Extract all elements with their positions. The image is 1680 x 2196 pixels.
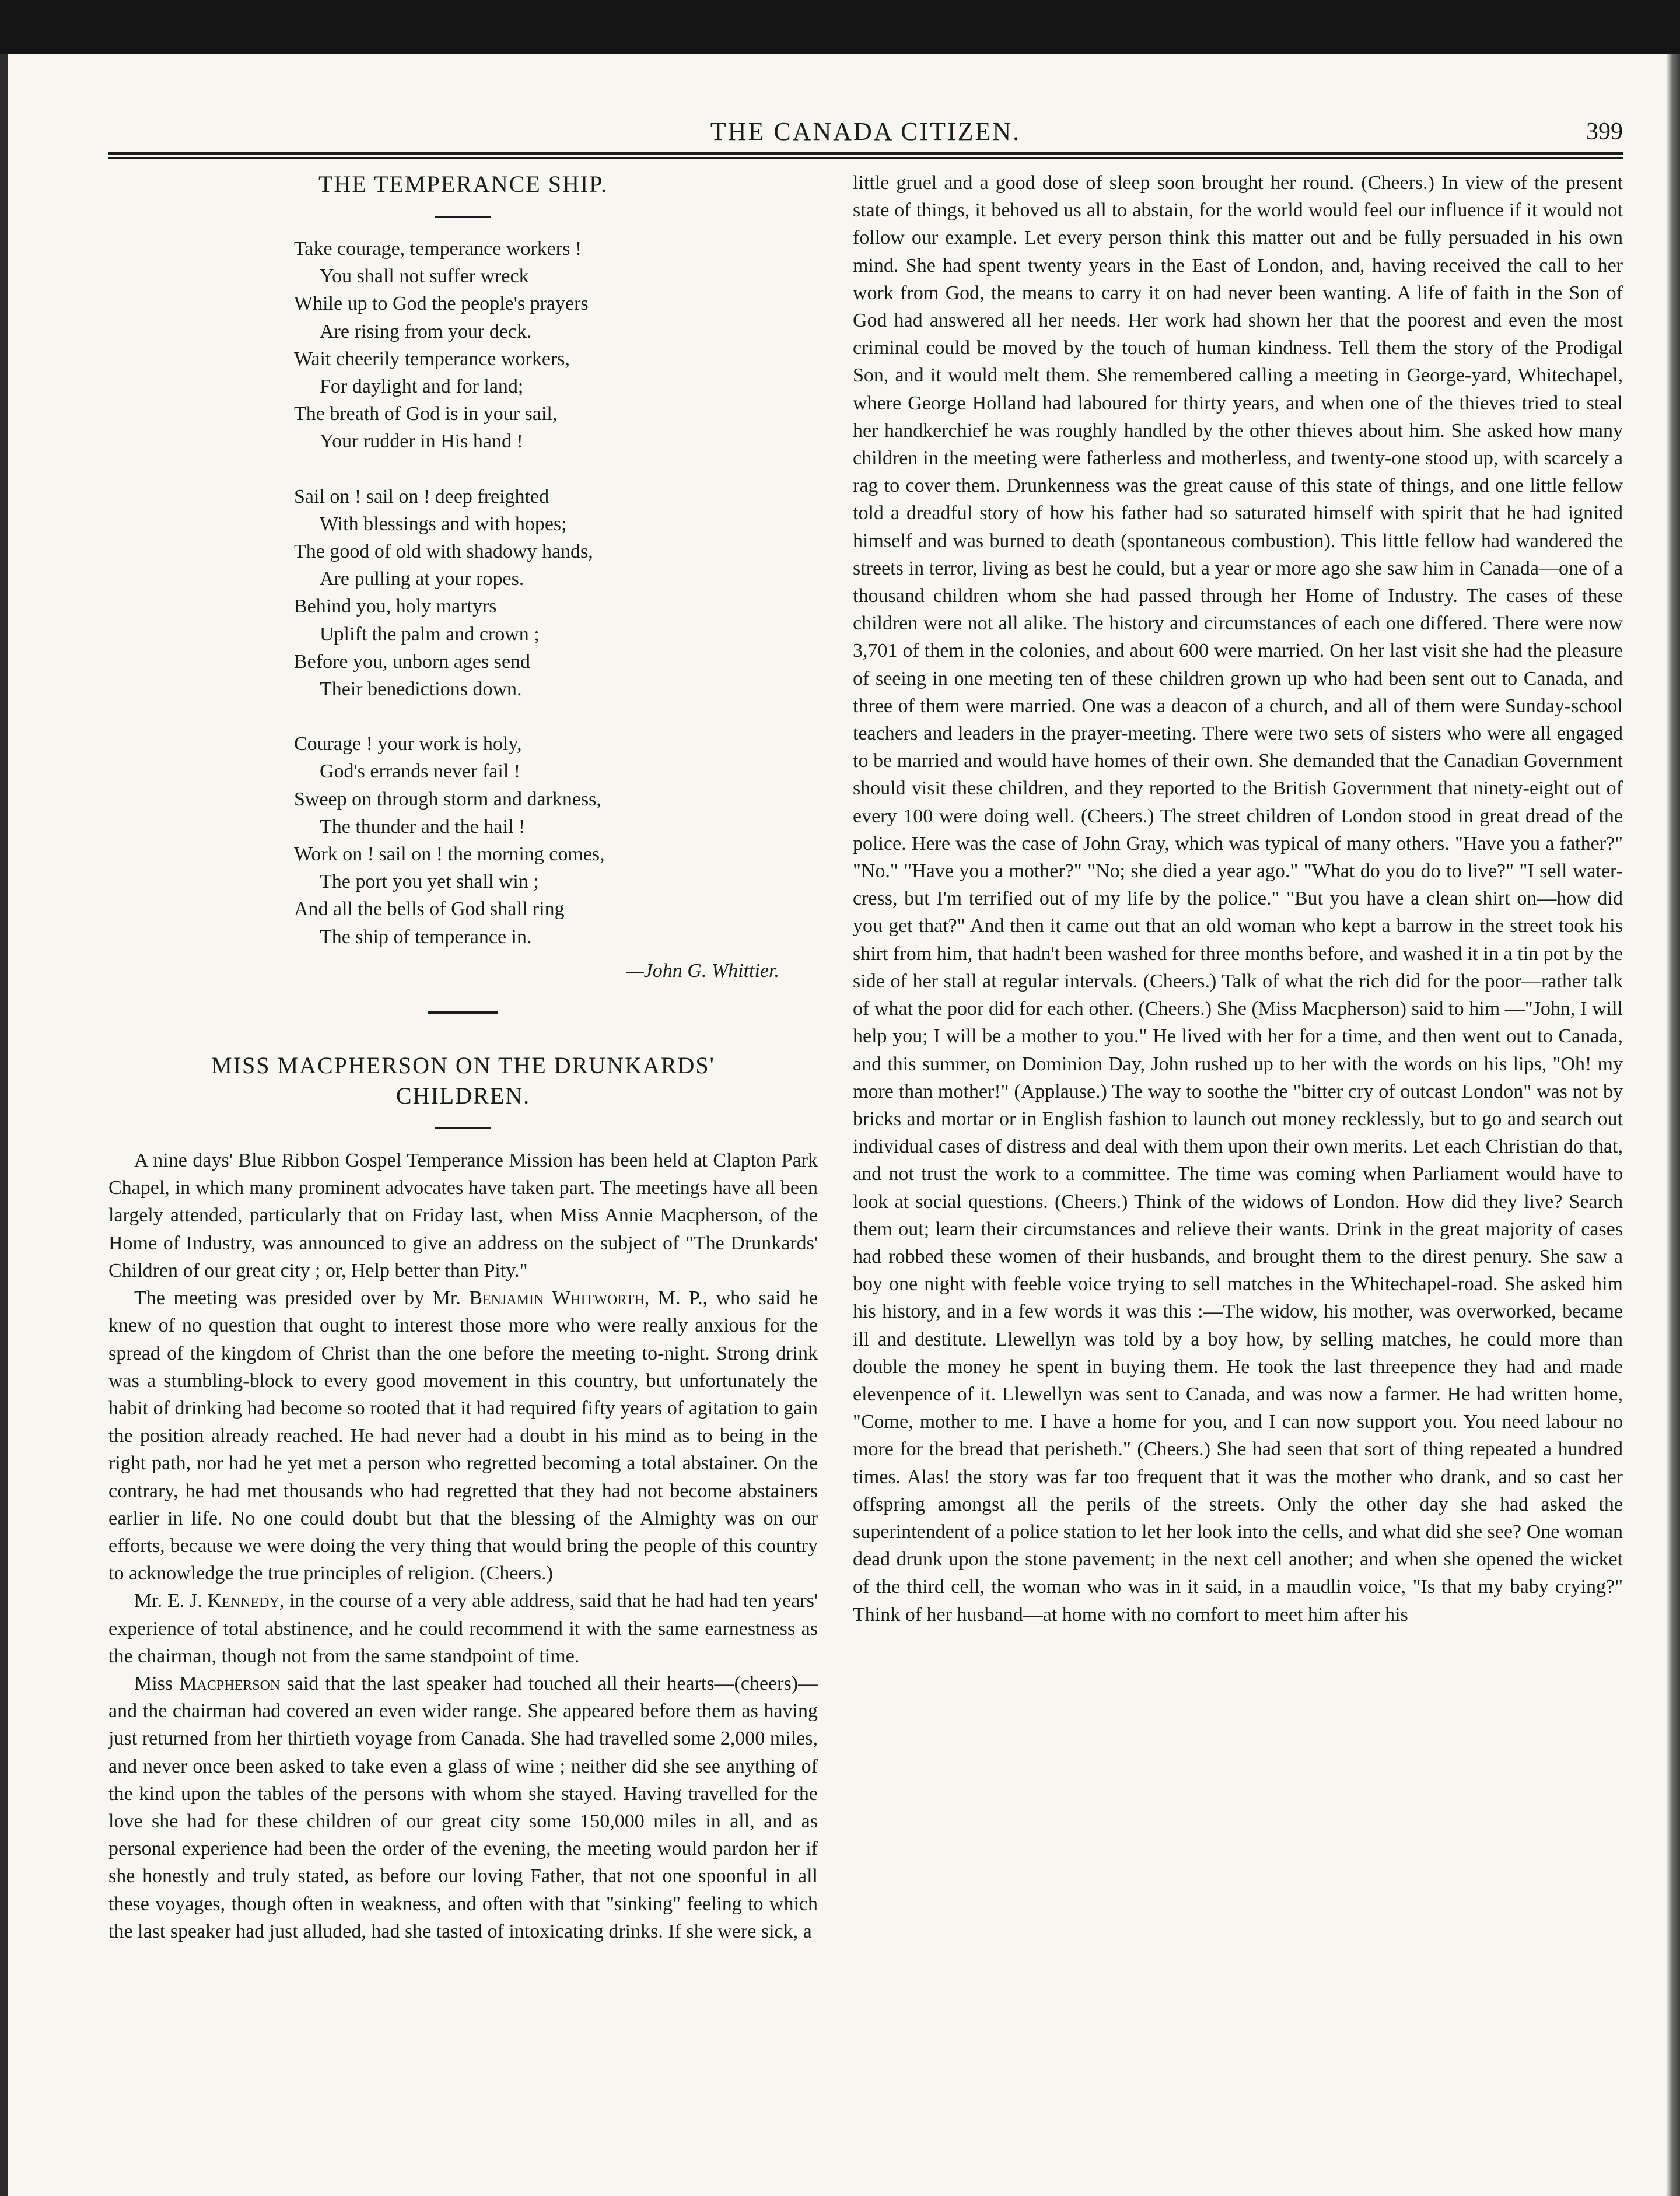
text-run: , M. P., who said he knew of no question that ought to interest those more who were really anxious for the spread of the kingdom of Christ than the one before the meeting to-night. Strong drink was a stumbling-block to every good movement in this country, but unfortunately the habit of drinking had become so rooted that it had required fifty years of agitation to gain the position already reached. He had never had a doubt in his mind as to being in the right path, nor had he yet met a person who regretted becoming a total abstainer. On the contrary, he had met thousands who had regretted that they had not become abstainers earlier in life. No one could doubt but that the blessing of the Almighty was on our efforts, because we were doing the very thing that would bring the people of this country to acknowledge the true principles of religion. (Cheers.)	[108, 1287, 818, 1585]
poem-line: The thunder and the hail !	[320, 815, 526, 838]
text-run: The meeting was presided over by Mr.	[134, 1287, 470, 1309]
scan-left-edge	[0, 54, 8, 2196]
poem-title-rule	[435, 216, 491, 218]
poem-stanza-2	[294, 483, 818, 703]
poem-line: Uplift the palm and crown ;	[320, 623, 540, 645]
poem-line: The good of old with shadowy hands,	[294, 541, 593, 563]
article-title-line2: CHILDREN.	[396, 1083, 531, 1109]
poem-line: Courage ! your work is holy,	[294, 733, 522, 755]
poem-body	[294, 235, 818, 951]
text-run: , in the course of a very able address, said that he had had ten years' experience of total abstinence, and he could recommend it with the same earnestness as the chairman, though not from the same standpoint of time.	[108, 1590, 818, 1667]
scan-top-border	[0, 0, 1680, 54]
poem-line: While up to God the people's prayers	[294, 293, 589, 315]
poem-line: Work on ! sail on ! the morning comes,	[294, 843, 605, 866]
article-paragraph	[108, 1587, 818, 1670]
poem-line: Your rudder in His hand !	[320, 430, 523, 453]
poem-line: Are pulling at your ropes.	[320, 568, 524, 590]
left-column	[108, 169, 818, 1945]
article-title-rule	[435, 1127, 491, 1129]
poem-line: The ship of temperance in.	[320, 926, 532, 948]
poem-line: Take courage, temperance workers !	[294, 238, 582, 260]
poem-line: Sail on ! sail on ! deep freighted	[294, 485, 550, 507]
page-number: 399	[1586, 118, 1623, 145]
speaker-name: Benjamin Whitworth	[469, 1287, 645, 1309]
article-continuation: little gruel and a good dose of sleep soon brought her round. (Cheers.) In view of the present state of things, it behoved us all to abstain, for the world would feel our influence if it would not follow our example. Let every person think this matter out and be fully persuaded in his own mind. She had spent twenty years in the East of London, and, having received the call to her work from God, the means to carry it on had never been wanting. A life of faith in the Son of God had answered all her needs. Her work had shown her that the poorest and even the most criminal could be moved by the touch of human kindness. Tell them the story of the Prodigal Son, and it would melt them. She remembered calling a meeting in George-yard, Whitechapel, where George Holland had laboured for thirty years, and when one of the thieves tried to steal her handkerchief he was roughly handled by the other thieves about him. She asked how many children in the meeting were fatherless and motherless, and twenty-one stood up, with scarcely a rag to cover them. Drunkenness was the great cause of this state of things, and one little fellow told a dreadful story of how his father had so saturated himself with spirit that he had ignited himself and was burned to death (spontaneous combustion). This little fellow had wandered the streets in terror, living as best he could, but a year or more ago she saw him in Canada—one of a thousand children whom she had passed through her Home of Industry. The cases of these children were not all alike. The history and circumstances of each one differed. There were now 3,701 of them in the colonies, and about 600 were married. On her last visit she had the pleasure of seeing in one meeting ten of these children grown up who had been sent out to Canada, and three of them were married. One was a deacon of a church, and all of them were Sunday-school teachers and leaders in the prayer-meeting. There were two sets of sisters who were all engaged to be married and would have homes of their own. She demanded that the Canadian Government should visit these children, and they reported to the British Government that ninety-eight out of every 100 were doing well. (Cheers.) The street children of London stood in great dread of the police. Here was the case of John Gray, which was typical of many others. "Have you a father?" "No." "Have you a mother?" "No; she died a year ago." "What do you do to live?" "I sell water-cress, but I'm terrified out of my life by the police." "But you have a clean shirt on—how did you get that?" And then it came out that an old woman who kept a barrow in the street took his shirt from him, that hadn't been washed for three months before, and washed it in a tin pot by the side of her stall at regular intervals. (Cheers.) Talk of what the rich did for the poor—rather talk of what the poor did for each other. (Cheers.) She (Miss Macpherson) said to him —"John, I will help you; I will be a mother to you." He lived with her for a time, and then went out to Canada, and this summer, on Dominion Day, John rushed up to her with the words on his lips, "Oh! my more than mother!" (Applause.) The way to soothe the "bitter cry of outcast London" was not by bricks and mortar or in English fashion to launch out money recklessly, but to go and search out individual cases of distress and deal with them upon their own merits. Let each Christian do that, and not trust the work to a committee. The time was coming when Parliament would have to look at social questions. (Cheers.) Think of the widows of London. How did they live? Search them out; learn their circumstances and relieve their wants. Drink in the great majority of cases had robbed these women of their husbands, and brought them to the direst penury. She saw a boy one night with feeble voice trying to sell matches in the Whitechapel-road. She asked him his history, and in a few words it was this :—The widow, his mother, was overworked, became ill and destitute. Llewellyn was told by a boy how, by selling matches, he could more than double the money he spent in buying them. He took the last threepence they had and made elevenpence of it. Llewellyn was sent to Canada, and was now a farmer. He had written home, "Come, mother to me. I have a home for you, and I can now support you. You need labour no more for the bread that perisheth." (Cheers.) She had seen that sort of thing repeated a hundred times. Alas! the story was far too frequent that it was the mother who drank, and so cast her offspring amongst all the perils of the streets. Only the other day she had asked the superintendent of a police station to let her look into the cells, and what did she see? One woman dead drunk upon the stone pavement; in the next cell another; and when she opened the wicket of the third cell, the woman who was in it said, in a maudlin voice, "Is that my baby crying?" Think of her husband—at home with no comfort to meet him after his	[853, 172, 1623, 1626]
poem-line: Wait cheerily temperance workers,	[294, 348, 570, 370]
poem-line: And all the bells of God shall ring	[294, 898, 565, 920]
poem-line: Their benedictions down.	[320, 678, 522, 701]
poem-line: Before you, unborn ages send	[294, 650, 531, 673]
page-header	[108, 117, 1623, 149]
poem-line: God's errands never fail !	[320, 761, 521, 783]
poem-line: Are rising from your deck.	[320, 320, 532, 342]
poem-line: You shall not suffer wreck	[320, 265, 529, 288]
poem-line: Sweep on through storm and darkness,	[294, 788, 601, 810]
right-column	[853, 169, 1623, 1628]
article-title	[108, 1050, 818, 1111]
text-run: Mr. E. J.	[134, 1590, 208, 1612]
header-rule-thin	[108, 157, 1623, 159]
header-rule-thick	[108, 152, 1623, 155]
article-paragraph: A nine days' Blue Ribbon Gospel Temperance Mission has been held at Clapton Park Chapel, in which many prominent advocates have taken part. The meetings have all been largely attended, particularly that on Friday last, when Miss Annie Macpherson, of the Home of Industry, was announced to give an address on the subject of "The Drunkards' Children of our great city ; or, Help better than Pity."	[108, 1150, 818, 1281]
publication-title: THE CANADA CITIZEN.	[710, 117, 1021, 146]
speaker-name: Macpherson	[179, 1672, 281, 1694]
scan-right-edge	[1666, 54, 1680, 2196]
poem-stanza-3	[294, 730, 818, 951]
poem-attribution: —John G. Whittier.	[626, 959, 779, 982]
poem-line: The breath of God is in your sail,	[294, 403, 558, 425]
text-run: said that the last speaker had touched all their hearts—(cheers)—and the chairman had covered an even wider range. She appeared before them as having just returned from her thirtieth voyage from Canada. She had travelled some 2,000 miles, and never once been asked to take even a glass of wine ; neither did she see anything of the kind upon the tables of the persons with whom she stayed. Having travelled for the love she had for these children of our great city some 150,000 miles in all, and as personal experience had been the order of the evening, the meeting would pardon her if she honestly and truly stated, as before our loving Father, that not one spoonful in all these voyages, though often in weakness, and often with that "sinking" feeling to which the last speaker had just alluded, had she tasted of intoxicating drinks. If she were sick, a	[108, 1672, 818, 1942]
section-divider	[428, 1011, 498, 1014]
poem-line: The port you yet shall win ;	[320, 871, 539, 893]
article-title-line1: MISS MACPHERSON ON THE DRUNKARDS'	[211, 1052, 715, 1079]
article-paragraph	[108, 1670, 818, 1945]
poem-line: Behind you, holy martyrs	[294, 596, 497, 618]
article-paragraph	[108, 1284, 818, 1587]
text-run: Miss	[134, 1672, 180, 1694]
poem-line: With blessings and with hopes;	[320, 513, 567, 535]
speaker-name: Kennedy	[207, 1590, 279, 1612]
poem-stanza-1	[294, 235, 818, 456]
poem-line: For daylight and for land;	[320, 376, 524, 398]
poem-title: THE TEMPERANCE SHIP.	[318, 171, 608, 197]
